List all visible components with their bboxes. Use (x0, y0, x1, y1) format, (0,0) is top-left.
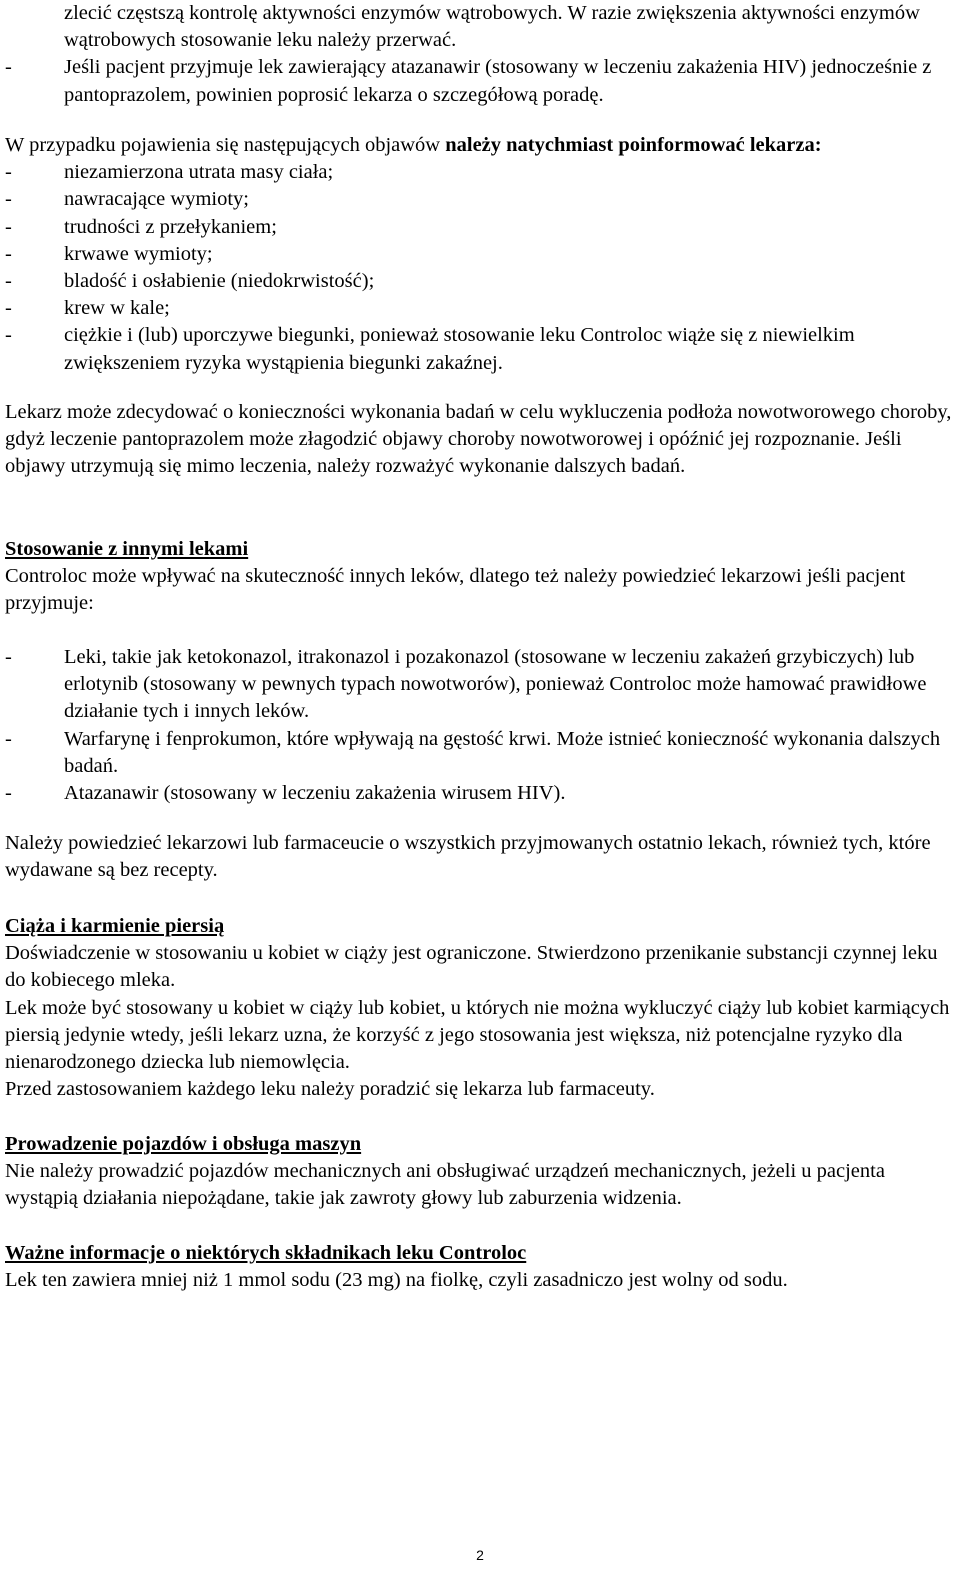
interactions-closing-section (5, 830, 957, 884)
bullet-dash: - (5, 188, 12, 211)
bullet-dash: - (5, 56, 12, 79)
symptoms-lead-bold: należy natychmiast poinformować lekarza: (445, 134, 822, 156)
symptom-item (5, 295, 957, 322)
interaction-item (5, 644, 957, 726)
interactions-closing: Należy powiedzieć lekarzowi lub farmaceucie o wszystkich przyjmowanych ostatnio lekach, również tych, które wydawane są bez recepty. (5, 832, 931, 882)
bullet-dash: - (5, 242, 12, 265)
symptom-item (5, 214, 957, 241)
intro-section (5, 0, 957, 109)
symptom-text: krwawe wymioty; (64, 242, 213, 265)
intro-bullet-text: Jeśli pacjent przyjmuje lek zawierający atazanawir (stosowany w leczeniu zakażenia HIV) jednocześnie z pantoprazolem, powinien poprosić lekarza o szczegółową poradę. (64, 56, 932, 106)
bullet-dash: - (5, 215, 12, 238)
intro-continuation: zlecić częstszą kontrolę aktywności enzymów wątrobowych. W razie zwiększenia aktywności enzymów wątrobowych stosowanie leku należy przerwać. (64, 2, 920, 52)
pregnancy-section (5, 913, 957, 1103)
bullet-dash: - (5, 646, 12, 668)
symptom-text: krew w kale; (64, 297, 170, 320)
symptom-text: bladość i osłabienie (niedokrwistość); (64, 270, 375, 293)
symptom-item (5, 159, 957, 186)
interaction-item (5, 780, 957, 807)
bullet-dash: - (5, 270, 12, 293)
pregnancy-paragraph-1: Doświadczenie w stosowaniu u kobiet w ciąży jest ograniczone. Stwierdzono przenikanie substancji czynnej leku do kobiecego mleka. (5, 942, 938, 992)
symptom-text: ciężkie i (lub) uporczywe biegunki, ponieważ stosowanie leku Controloc wiąże się z niewielkim zwiększeniem ryzyka wystąpienia biegunki zakaźnej. (64, 324, 855, 374)
ingredients-section (5, 1240, 957, 1294)
symptom-text: trudności z przełykaniem; (64, 215, 277, 238)
ingredients-text: Lek ten zawiera mniej niż 1 mmol sodu (23 mg) na fiolkę, czyli zasadniczo jest wolny od sodu. (5, 1269, 788, 1292)
driving-heading: Prowadzenie pojazdów i obsługa maszyn (5, 1133, 362, 1155)
symptom-text: niezamierzona utrata masy ciała; (64, 161, 334, 184)
symptoms-section (5, 132, 957, 377)
interaction-item (5, 726, 957, 780)
page-number: 2 (476, 1547, 484, 1563)
interactions-list (5, 644, 957, 807)
interactions-heading: Stosowanie z innymi lekami (5, 538, 249, 560)
pregnancy-paragraph-2: Lek może być stosowany u kobiet w ciąży lub kobiet, u których nie można wykluczyć ciąży lub kobiet karmiących piersią jedynie wtedy, jeśli lekarz uzna, że korzyść z jego stosowania jest większa, niż potencjalne ryzyko dla nienarodzonego dziecka lub niemowlęcia. (5, 996, 950, 1074)
ingredients-heading: Ważne informacje o niektórych składnikach leku Controloc (5, 1242, 527, 1264)
symptom-item (5, 241, 957, 268)
symptom-item (5, 322, 957, 376)
bullet-dash: - (5, 297, 12, 320)
interaction-text: Warfarynę i fenprokumon, które wpływają na gęstość krwi. Może istnieć konieczność wykonania dalszych badań. (64, 727, 941, 777)
symptom-item (5, 268, 957, 295)
driving-section (5, 1131, 957, 1213)
bullet-dash: - (5, 161, 12, 184)
pregnancy-heading: Ciąża i karmienie piersią (5, 915, 225, 937)
interaction-text: Leki, takie jak ketokonazol, itrakonazol i pozakonazol (stosowane w leczeniu zakażeń grzybiczych) lub erlotynib (stosowany w pewnych typach nowotworów), ponieważ Controloc może hamować prawidłowe działanie tych i innych leków. (64, 646, 927, 723)
intro-bullet-item (5, 54, 957, 108)
symptoms-lead-text: W przypadku pojawienia się następujących objawów (5, 134, 446, 156)
doctor-paragraph: Lekarz może zdecydować o konieczności wykonania badań w celu wykluczenia podłoża nowotworowego choroby, gdyż leczenie pantoprazolem może złagodzić objawy choroby nowotworowej i opóźnić jej rozpoznanie. Jeśli objawy utrzymują się mimo leczenia, należy rozważyć wykonanie dalszych badań. (5, 401, 952, 478)
bullet-dash: - (5, 782, 12, 805)
symptom-item (5, 186, 957, 213)
interaction-text: Atazanawir (stosowany w leczeniu zakażenia wirusem HIV). (64, 782, 566, 805)
doctor-section (5, 399, 957, 481)
pregnancy-paragraph-3: Przed zastosowaniem każdego leku należy poradzić się lekarza lub farmaceuty. (5, 1078, 655, 1101)
interactions-section (5, 536, 957, 618)
bullet-dash: - (5, 324, 12, 347)
driving-text: Nie należy prowadzić pojazdów mechanicznych ani obsługiwać urządzeń mechanicznych, jeżeli u pacjenta wystąpią działania niepożądane, takie jak zawroty głowy lub zaburzenia widzenia. (5, 1160, 885, 1210)
bullet-dash: - (5, 727, 12, 750)
symptom-text: nawracające wymioty; (64, 188, 249, 211)
interactions-lead: Controloc może wpływać na skuteczność innych leków, dlatego też należy powiedzieć lekarzowi jeśli pacjent przyjmuje: (5, 565, 906, 615)
symptoms-lead (5, 132, 957, 159)
